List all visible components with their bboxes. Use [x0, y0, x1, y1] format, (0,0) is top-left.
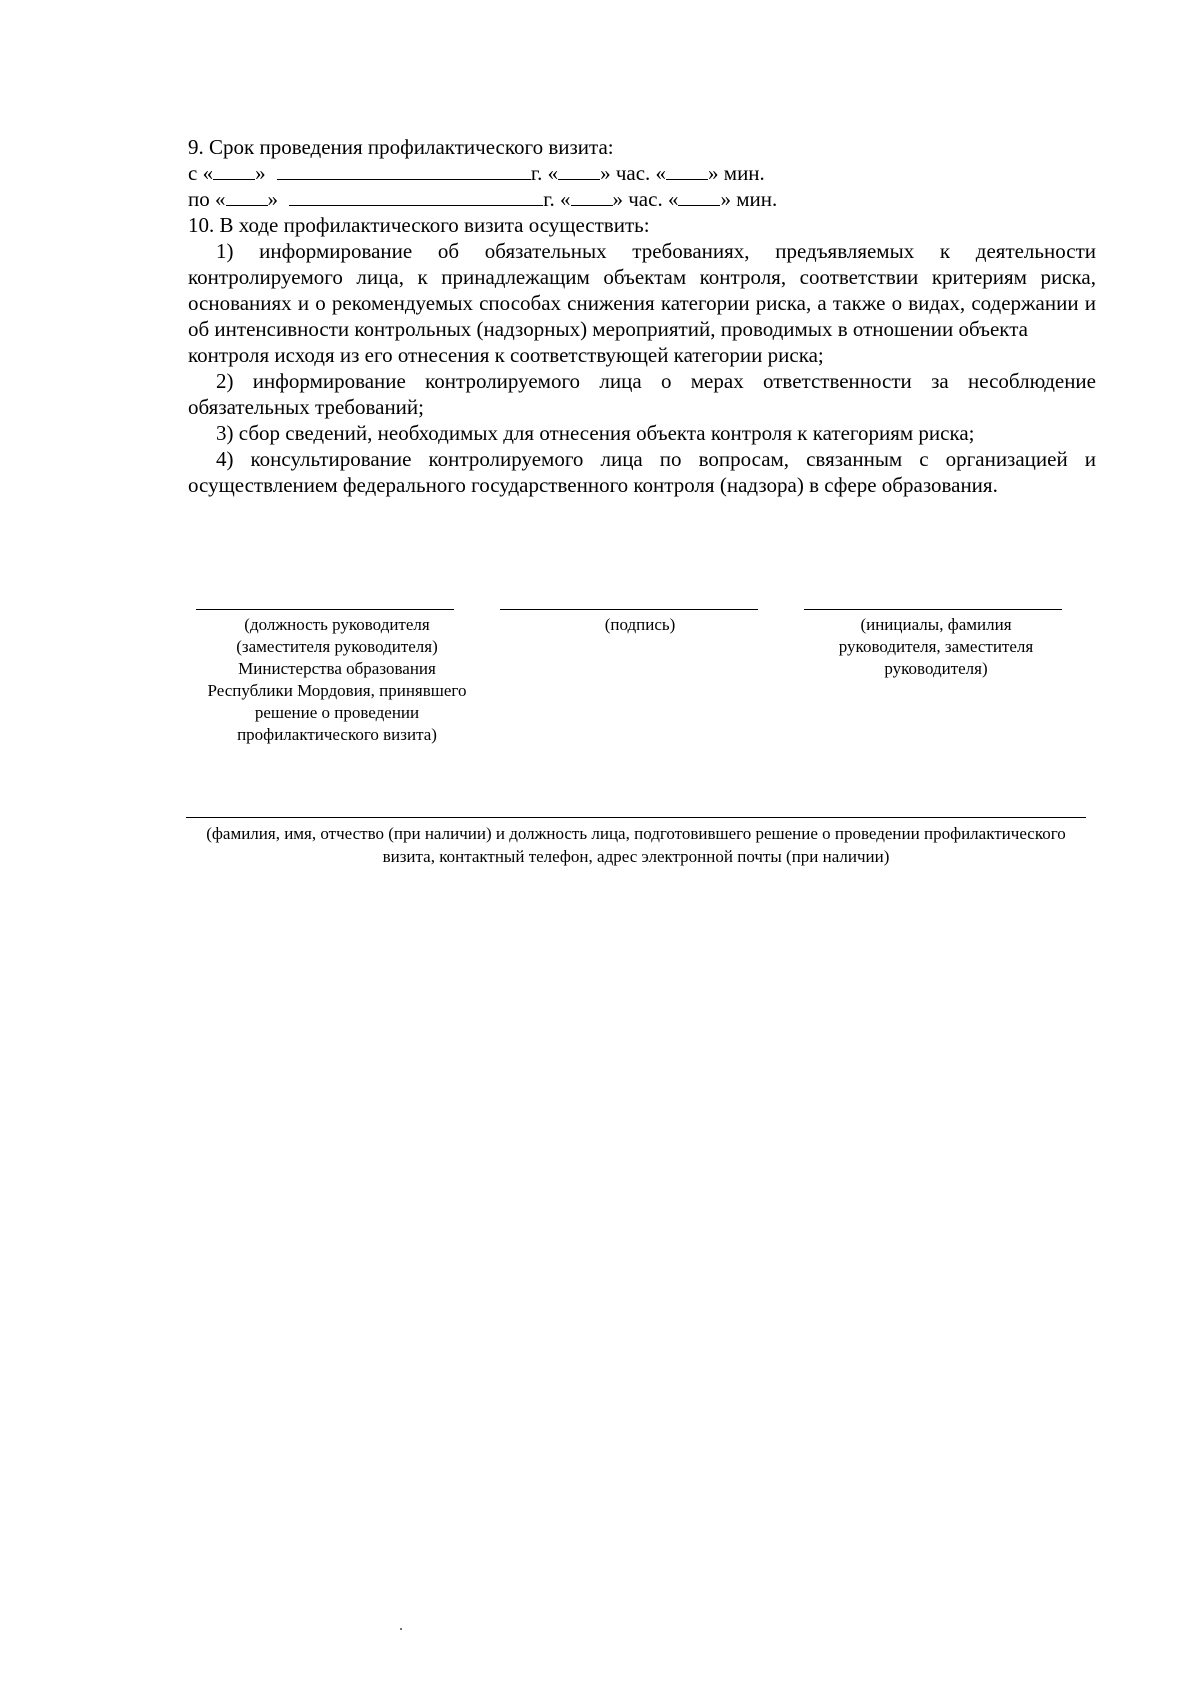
name-caption: (инициалы, фамилия руководителя, заместителя руководителя): [838, 615, 1034, 678]
section10-title: 10. В ходе профилактического визита осуществить:: [188, 213, 650, 237]
date-to-line: [188, 186, 1096, 212]
from-year-label: г. «: [530, 161, 559, 185]
to-minute-blank[interactable]: [678, 186, 720, 206]
to-minute-label: » мин.: [720, 187, 778, 211]
position-caption: (должность руководителя (заместителя руководителя) Министерства образования Республики Мордовия, принявшего решение о проведении профилактического визита): [207, 615, 467, 744]
from-prefix: с «: [188, 161, 214, 185]
from-hour-blank[interactable]: [558, 160, 600, 180]
to-day-blank[interactable]: [226, 186, 268, 206]
signature-caption: (подпись): [604, 615, 676, 634]
item-3: 3) сбор сведений, необходимых для отнесения объекта контроля к категориям риска;: [216, 421, 975, 445]
to-day-close: »: [267, 187, 278, 211]
to-year-label: г. «: [543, 187, 571, 211]
from-minute-blank[interactable]: [666, 160, 708, 180]
item-2: 2) информирование контролируемого лица о мерах ответственности за несоблюдение обязательных требований;: [188, 369, 1096, 419]
name-signature-line: [804, 609, 1062, 610]
to-month-year-blank[interactable]: [289, 186, 543, 206]
signature-line: [500, 609, 758, 610]
preparer-line: [186, 817, 1086, 818]
from-day-close: »: [255, 161, 266, 185]
from-minute-label: » мин.: [708, 161, 765, 185]
to-hour-blank[interactable]: [571, 186, 613, 206]
to-hour-label: » час. «: [612, 187, 679, 211]
date-from-line: [188, 160, 1096, 186]
section9-title: 9. Срок проведения профилактического визита:: [188, 135, 614, 159]
item-1-continuation: контроля исходя из его отнесения к соответствующей категории риска;: [188, 343, 824, 367]
from-day-blank[interactable]: [213, 160, 255, 180]
item-1: 1) информирование об обязательных требованиях, предъявляемых к деятельности контролируемого лица, к принадлежащим объектам контроля, соответствии критериям риска, основаниях и о рекомендуемых способах снижения категории риска, а также о видах, содержании и об интенсивности контрольных (надзорных) мероприятий, проводимых в отношении объекта: [188, 239, 1096, 341]
document-body: [188, 134, 1096, 498]
from-month-year-blank[interactable]: [277, 160, 531, 180]
position-signature-line: [196, 609, 454, 610]
item-4: 4) консультирование контролируемого лица по вопросам, связанным с организацией и осуществлением федерального государственного контроля (надзора) в сфере образования.: [188, 447, 1096, 497]
preparer-caption: (фамилия, имя, отчество (при наличии) и должность лица, подготовившего решение о проведении профилактического визита, контактный телефон, адрес электронной почты (при наличии): [206, 824, 1066, 866]
from-hour-label: » час. «: [600, 161, 667, 185]
scan-speck: [400, 1628, 402, 1630]
to-prefix: по «: [188, 187, 226, 211]
